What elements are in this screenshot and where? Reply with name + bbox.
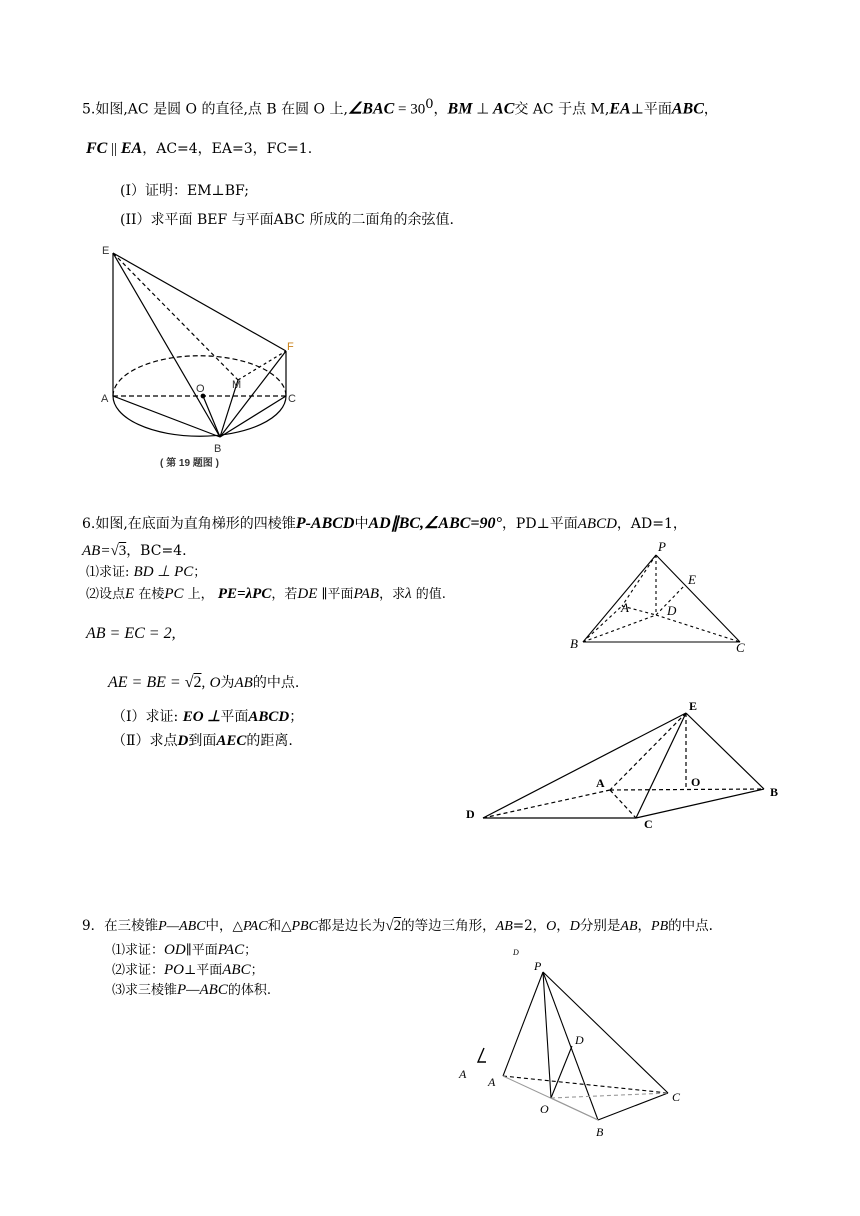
label-c: C (288, 393, 296, 405)
problem-9-figure (455, 945, 695, 1145)
label-o: O (691, 775, 701, 789)
problem-5-question-2: (II）求平面 BEF 与平面ABC 所成的二面角的余弦值. (120, 212, 454, 228)
label-c: C (736, 640, 745, 655)
vector-pe-lambda-pc: PE=λPC (217, 586, 272, 602)
label-o: O (196, 383, 205, 395)
problem-6-statement: 6.如图,在底面为直角梯形的四棱锥P-ABCD中AD∥BC,∠ABC=90°，PD⊥平面ABCD，AD=1， (82, 515, 687, 532)
label-c: C (644, 817, 653, 831)
problem-8-eq1: AB = EC = 2, (86, 625, 176, 642)
problem-6-given: AB=√3，BC=4. (82, 543, 187, 559)
condition-parallel-angle: AD∥BC,∠ABC=90° (368, 515, 502, 532)
problem-9-statement: 9．在三棱锥P—ABC中，△PAC和△PBC都是边长为√2的等边三角形，AB=2，O，D分别是AB，PB的中点. (82, 918, 713, 934)
problem-5-statement: 5.如图,AC 是圆 O 的直径,点 B 在圆 O 上,∠BAC = $30^0$，BM ⊥ AC交 AC 于点 M,EA⊥平面ABC， (82, 97, 718, 118)
label-f: F (287, 341, 294, 353)
label-e: E (689, 699, 698, 713)
label-b: B (214, 443, 222, 455)
label-d: D (667, 603, 677, 618)
math-angle-bac: ∠BAC (347, 100, 395, 118)
label-a: A (596, 776, 605, 790)
label-p: P (658, 539, 666, 554)
problem-8-figure (465, 700, 795, 840)
label-e: E (102, 245, 110, 257)
label-a: A (621, 600, 629, 615)
problem-9-question-2: ⑵求证：PO⊥平面ABC； (112, 962, 264, 978)
label-a: A (488, 1075, 496, 1089)
problem-8-question-1: （Ⅰ）求证: EO ⊥平面ABCD； (112, 709, 304, 725)
label-p: P (534, 959, 542, 973)
label-o: O (540, 1102, 549, 1116)
label-e: E (688, 572, 696, 587)
label-d: D (466, 807, 475, 821)
problem-5-question-1: (I）证明：EM⊥BF; (120, 183, 249, 199)
problem-5-given: FC || EA，AC=4，EA=3，FC=1. (86, 140, 313, 157)
problem-6-question-1: ⑴求证: BD ⊥ PC； (86, 564, 207, 580)
figure-caption: ( 第 19 题图 ) (160, 458, 219, 469)
problem-9-question-3: ⑶求三棱锥P—ABC的体积. (112, 982, 271, 998)
label-a-outer: A (459, 1067, 467, 1081)
label-d: D (575, 1033, 584, 1047)
problem-8-eq2: AE = BE = √2, O为AB的中点. (108, 674, 300, 691)
label-b: B (570, 636, 578, 651)
label-a: A (101, 393, 109, 405)
problem-6-figure (570, 538, 750, 658)
problem-9-question-1: ⑴求证：OD∥平面PAC； (112, 942, 258, 958)
problem-8-question-2: （Ⅱ）求点D到面AEC的距离. (112, 733, 293, 749)
label-c: C (672, 1090, 681, 1104)
problem-6-question-2: ⑵设点E 在棱PC 上， PE=λPC，若DE ∥平面PAB，求λ 的值. (86, 586, 446, 602)
label-b: B (770, 785, 779, 799)
problem-5-figure (95, 240, 305, 470)
label-top-fragment: D (513, 948, 519, 957)
label-b: B (596, 1125, 604, 1139)
label-m: M (232, 379, 242, 391)
